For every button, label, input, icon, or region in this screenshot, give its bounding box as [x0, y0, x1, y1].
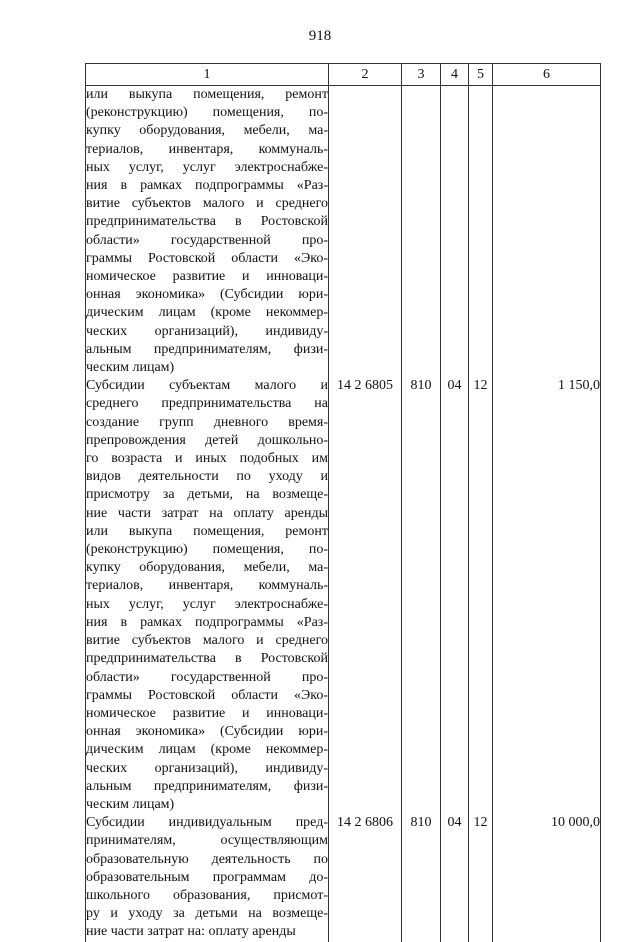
description-line: дическим лицам (кроме некоммер-: [86, 742, 328, 758]
description-line: предпринимательства в Ростовской: [86, 651, 328, 667]
column-header-subsection: 5: [469, 64, 493, 86]
row-description: [86, 814, 329, 941]
column-header-expense-type: 3: [402, 64, 441, 86]
description-line: го возраста и иных подобных им: [86, 451, 328, 467]
description-line: купку оборудования, мебели, ма-: [86, 123, 328, 139]
description-line: ных услуг, услуг электроснабже-: [86, 596, 328, 612]
description-line: ние части затрат на: оплату аренды: [86, 924, 296, 940]
row-target-code: 14 2 6805: [329, 377, 402, 814]
row-expense-type: 810: [402, 377, 441, 814]
row-amount: 10 000,0: [493, 814, 601, 941]
description-line: витие субъектов малого и среднего: [86, 196, 328, 212]
table-row: [86, 814, 601, 941]
description-line: Субсидии индивидуальным пред-: [86, 815, 328, 831]
row-section: [441, 86, 469, 378]
description-line: ческих организаций), индивиду-: [86, 323, 328, 339]
table-body: [86, 86, 601, 942]
description-line: или выкупа помещения, ремонт: [86, 87, 328, 102]
description-line: ных услуг, услуг электроснабже-: [86, 159, 328, 175]
description-line: граммы Ростовской области «Эко-: [86, 687, 328, 703]
description-line: номическое развитие и инноваци-: [86, 269, 328, 285]
row-subsection: 12: [469, 377, 493, 814]
description-line: Субсидии субъектам малого и: [86, 378, 328, 394]
description-line: витие субъектов малого и среднего: [86, 633, 328, 649]
row-target-code: 14 2 6806: [329, 814, 402, 941]
description-line: (реконструкцию) помещения, по-: [86, 542, 328, 558]
description-line: видов деятельности по уходу и: [86, 469, 328, 485]
description-line: ру и уходу за детьми на возмеще-: [86, 906, 328, 922]
description-line: принимателям, осуществляющим: [86, 833, 328, 849]
description-line: ние части затрат на оплату аренды: [86, 505, 328, 521]
description-line: (реконструкцию) помещения, по-: [86, 105, 328, 121]
description-line: териалов, инвентаря, коммуналь-: [86, 141, 328, 157]
description-line: предпринимательства в Ростовской: [86, 214, 328, 230]
description-line: номическое развитие и инноваци-: [86, 705, 328, 721]
row-section: 04: [441, 377, 469, 814]
row-expense-type: 810: [402, 814, 441, 941]
row-expense-type: [402, 86, 441, 378]
column-header-section: 4: [441, 64, 469, 86]
row-description: [86, 377, 329, 814]
description-line: онная экономика» (Субсидии юри-: [86, 287, 328, 303]
description-line: присмотру за детьми, на возмеще-: [86, 487, 328, 503]
description-line: ния в рамках подпрограммы «Раз-: [86, 614, 328, 630]
row-subsection: [469, 86, 493, 378]
description-line: образовательную деятельность по: [86, 851, 328, 867]
description-line: териалов, инвентаря, коммуналь-: [86, 578, 328, 594]
description-line: ния в рамках подпрограммы «Раз-: [86, 178, 328, 194]
row-subsection: 12: [469, 814, 493, 941]
row-amount: 1 150,0: [493, 377, 601, 814]
description-line: ческим лицам): [86, 360, 175, 376]
description-line: образовательным программам до-: [86, 869, 328, 885]
table-row: [86, 86, 601, 378]
page-number: 918: [308, 28, 332, 44]
column-header-description: 1: [86, 64, 329, 86]
description-line: онная экономика» (Субсидии юри-: [86, 724, 328, 740]
table-header-row: [86, 64, 601, 86]
row-section: 04: [441, 814, 469, 941]
description-line: среднего предпринимательства на: [86, 396, 328, 412]
description-line: купку оборудования, мебели, ма-: [86, 560, 328, 576]
row-amount: [493, 86, 601, 378]
description-line: граммы Ростовской области «Эко-: [86, 250, 328, 266]
description-line: ческих организаций), индивиду-: [86, 760, 328, 776]
description-line: области» государственной про-: [86, 232, 328, 248]
table-row: [86, 377, 601, 814]
description-line: создание групп дневного время-: [86, 414, 328, 430]
column-header-amount: 6: [493, 64, 601, 86]
description-line: области» государственной про-: [86, 669, 328, 685]
column-header-target-code: 2: [329, 64, 402, 86]
description-line: альным предпринимателям, физи-: [86, 341, 328, 357]
row-description: [86, 86, 329, 378]
budget-table: [85, 63, 601, 942]
row-target-code: [329, 86, 402, 378]
description-line: альным предпринимателям, физи-: [86, 778, 328, 794]
description-line: препровождения детей дошкольно-: [86, 432, 328, 448]
description-line: школьного образования, присмот-: [86, 887, 328, 903]
description-line: или выкупа помещения, ремонт: [86, 523, 328, 539]
description-line: ческим лицам): [86, 796, 175, 812]
description-line: дическим лицам (кроме некоммер-: [86, 305, 328, 321]
